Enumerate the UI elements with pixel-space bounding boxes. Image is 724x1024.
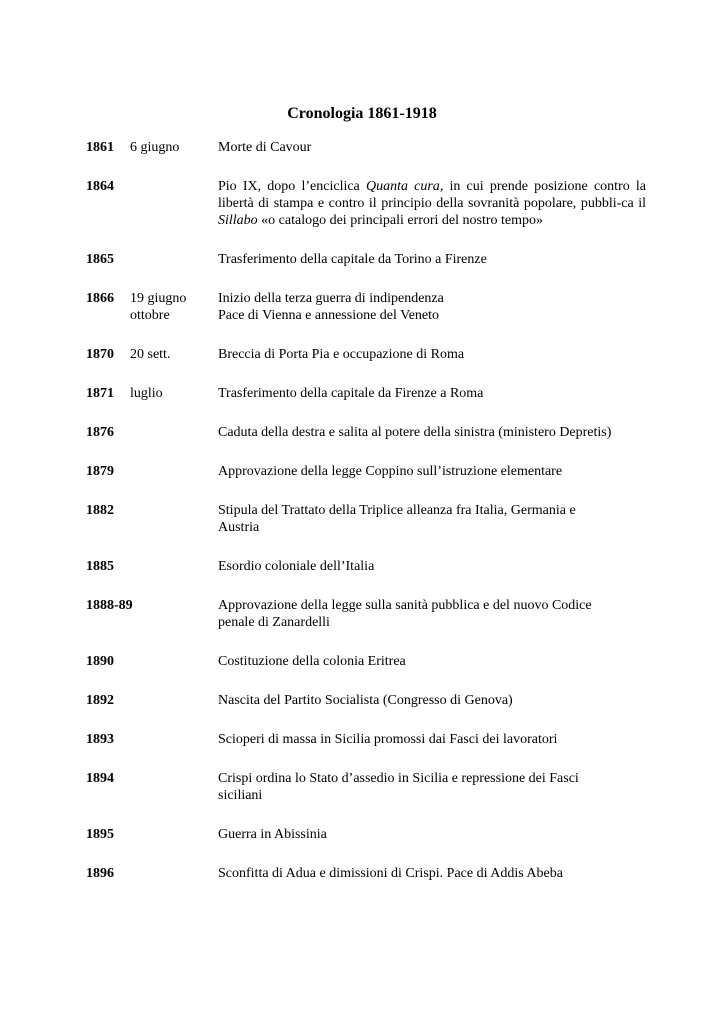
entry-description (218, 770, 646, 804)
entry-description-text: , in cui prende posizione contro la libertà di stampa e contro il principio della sovranità popolare, pubbli-ca il (218, 179, 646, 211)
entry-year: 1888-89 (86, 598, 133, 613)
page-title: Cronologia 1861-1918 (287, 105, 437, 122)
chronology-list (86, 139, 646, 904)
entry-year: 1882 (86, 503, 114, 518)
entry-year: 1894 (86, 771, 114, 786)
entry-description (218, 558, 646, 575)
entry-description (218, 597, 646, 631)
entry-year: 1865 (86, 252, 114, 267)
entry-description (218, 463, 646, 480)
entry-dates (130, 139, 218, 156)
entry-year: 1871 (86, 386, 114, 401)
chronology-entry-1876 (86, 424, 646, 441)
entry-description-line: Nascita del Partito Socialista (Congresso di Genova) (218, 693, 513, 708)
entry-description-line: penale di Zanardelli (218, 615, 330, 630)
entry-dates (130, 290, 218, 324)
chronology-entry-1893 (86, 731, 646, 748)
entry-description-text: «o catalogo dei principali errori del nostro tempo» (257, 213, 544, 228)
entry-dates (130, 463, 218, 480)
entry-year: 1864 (86, 179, 114, 194)
entry-description-text: Pio IX, dopo l’enciclica (218, 179, 366, 194)
entry-date: luglio (130, 386, 163, 401)
chronology-entry-1895 (86, 826, 646, 843)
entry-description (218, 139, 646, 156)
entry-year: 1885 (86, 559, 114, 574)
entry-description (218, 385, 646, 402)
entry-dates (130, 826, 218, 843)
entry-description-line: Guerra in Abissinia (218, 827, 327, 842)
entry-description-line: siciliani (218, 788, 263, 803)
entry-year: 1866 (86, 291, 114, 306)
entry-description-line: Approvazione della legge Coppino sull’istruzione elementare (218, 464, 563, 479)
chronology-entry-1892 (86, 692, 646, 709)
entry-description (218, 731, 646, 748)
chronology-entry-1861 (86, 139, 646, 156)
entry-year: 1893 (86, 732, 114, 747)
entry-description-line: Pace di Vienna e annessione del Veneto (218, 308, 440, 323)
entry-year: 1870 (86, 347, 114, 362)
entry-description-line: Caduta della destra e salita al potere della sinistra (ministero Depretis) (218, 425, 612, 440)
chronology-entry-1894 (86, 770, 646, 804)
entry-description (218, 692, 646, 709)
chronology-entry-1864 (86, 178, 646, 229)
entry-description-line: Morte di Cavour (218, 140, 312, 155)
chronology-entry-1890 (86, 653, 646, 670)
entry-dates (130, 385, 218, 402)
encyclical-title: Quanta cura (365, 179, 440, 194)
entry-dates (130, 502, 218, 536)
entry-dates (130, 558, 218, 575)
entry-description-line: Costituzione della colonia Eritrea (218, 654, 406, 669)
syllabus-title: Sillabo (218, 213, 258, 228)
chronology-entry-1879 (86, 463, 646, 480)
entry-description-line: Inizio della terza guerra di indipendenza (218, 291, 444, 306)
entry-year: 1879 (86, 464, 114, 479)
entry-dates (130, 692, 218, 709)
entry-year: 1861 (86, 140, 114, 155)
entry-date: ottobre (130, 308, 170, 323)
entry-description-line: Austria (218, 520, 260, 535)
chronology-entry-1888-89 (86, 597, 646, 631)
entry-description (218, 653, 646, 670)
entry-dates (130, 731, 218, 748)
chronology-entry-1865 (86, 251, 646, 268)
entry-date: 6 giugno (130, 140, 180, 155)
entry-description (218, 178, 646, 229)
chronology-entry-1870 (86, 346, 646, 363)
entry-description (218, 346, 646, 363)
entry-dates (130, 251, 218, 268)
entry-description-line: Stipula del Trattato della Triplice alleanza fra Italia, Germania e (218, 503, 576, 518)
chronology-entry-1871 (86, 385, 646, 402)
entry-description (218, 865, 646, 882)
entry-description-line: Trasferimento della capitale da Torino a Firenze (218, 252, 487, 267)
entry-dates (130, 346, 218, 363)
entry-date: 19 giugno (130, 291, 187, 306)
entry-description-line: Approvazione della legge sulla sanità pubblica e del nuovo Codice (218, 598, 592, 613)
entry-description-line: Breccia di Porta Pia e occupazione di Roma (218, 347, 465, 362)
entry-dates (130, 178, 218, 229)
entry-dates (130, 865, 218, 882)
entry-description (218, 424, 646, 441)
entry-dates (174, 597, 218, 631)
entry-description-line: Sconfitta di Adua e dimissioni di Crispi. Pace di Addis Abeba (218, 866, 563, 881)
entry-year: 1892 (86, 693, 114, 708)
entry-description (218, 251, 646, 268)
chronology-entry-1885 (86, 558, 646, 575)
entry-description-line: Esordio coloniale dell’Italia (218, 559, 375, 574)
entry-description (218, 826, 646, 843)
entry-date: 20 sett. (130, 347, 171, 362)
entry-description-line: Trasferimento della capitale da Firenze a Roma (218, 386, 484, 401)
entry-dates (130, 424, 218, 441)
entry-year: 1890 (86, 654, 114, 669)
chronology-entry-1866 (86, 290, 646, 324)
entry-year: 1876 (86, 425, 114, 440)
entry-dates (130, 653, 218, 670)
chronology-entry-1896 (86, 865, 646, 882)
entry-description (218, 502, 646, 536)
entry-dates (130, 770, 218, 804)
entry-description (218, 290, 646, 324)
entry-description-line: Scioperi di massa in Sicilia promossi dai Fasci dei lavoratori (218, 732, 558, 747)
entry-year: 1896 (86, 866, 114, 881)
chronology-entry-1882 (86, 502, 646, 536)
entry-description-line: Crispi ordina lo Stato d’assedio in Sicilia e repressione dei Fasci (218, 771, 579, 786)
entry-year: 1895 (86, 827, 114, 842)
